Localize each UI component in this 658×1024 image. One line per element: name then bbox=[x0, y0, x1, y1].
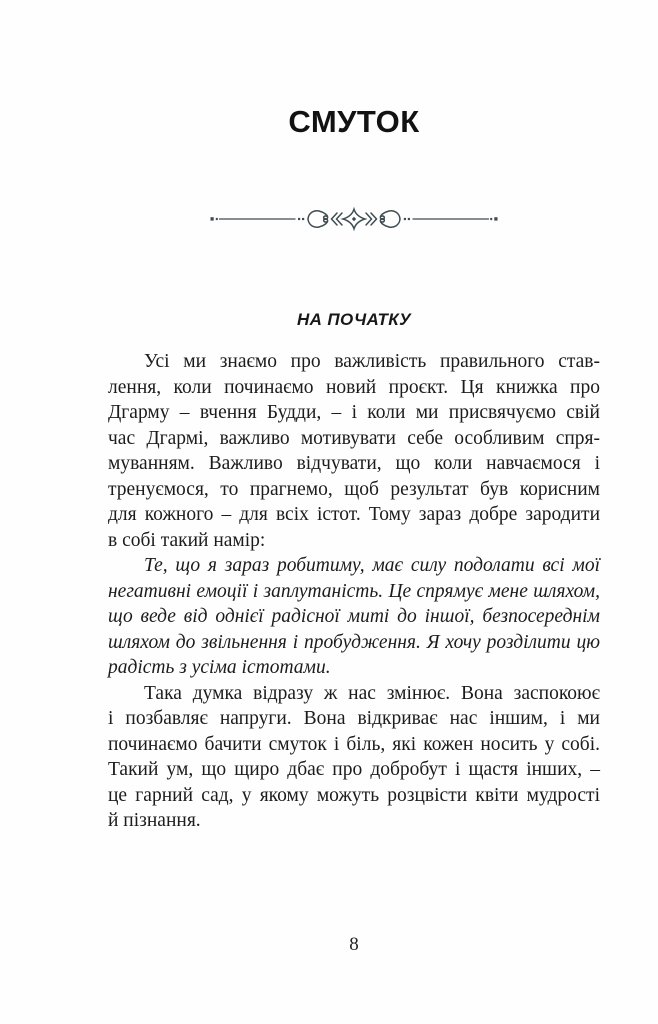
text-line: Така думка відразу ж нас змінює. Вона заспокоює bbox=[144, 682, 600, 704]
body-text bbox=[108, 349, 600, 834]
text-line: Усі ми знаємо про важливість правильного став- bbox=[144, 351, 600, 372]
text-line: в собі такий намір: bbox=[108, 529, 266, 551]
text-line: Те, що я зараз робитиму, має силу подолати всі мої bbox=[144, 555, 600, 576]
text-line: радість з усіма істотами. bbox=[108, 657, 331, 678]
text-line: тренуємося, то прагнемо, щоб результат був корисним bbox=[108, 478, 600, 500]
chapter-title: СМУТОК bbox=[288, 104, 420, 139]
text-line: муванням. Важливо відчувати, що коли навчаємося і bbox=[108, 453, 600, 474]
text-line: що веде від однієї радісної миті до іншої, безпосереднім bbox=[108, 606, 600, 627]
text-line: шляхом до звільнення і пробудження. Я хочу розділити цю bbox=[108, 631, 600, 653]
divider-ornament-icon bbox=[210, 206, 498, 232]
text-line: починаємо бачити смуток і біль, які кожен носить у собі. bbox=[108, 733, 600, 755]
section-heading: НА ПОЧАТКУ bbox=[296, 310, 412, 329]
text-line: Дгарму – вчення Будди, – і коли ми присвячуємо свій bbox=[108, 402, 600, 423]
text-line: для кожного – для всіх істот. Тому зараз добре зародити bbox=[108, 504, 600, 525]
text-line: негативні емоції і заплутаність. Це спрямує мене шляхом, bbox=[108, 580, 600, 602]
text-line: й пізнання. bbox=[108, 810, 201, 831]
page-number: 8 bbox=[349, 934, 359, 955]
section-divider bbox=[108, 206, 600, 232]
text-line: час Дгармі, важливо мотивувати себе особливим спря- bbox=[108, 427, 600, 449]
text-line: і позбавляє напруги. Вона відкриває нас іншим, і ми bbox=[108, 708, 600, 729]
text-line: лення, коли починаємо новий проєкт. Ця книжка про bbox=[108, 376, 600, 398]
text-line: це гарний сад, у якому можуть розцвісти квіти мудрості bbox=[108, 784, 600, 806]
text-line: Такий ум, що щиро дбає про добробут і щастя інших, – bbox=[108, 759, 600, 780]
